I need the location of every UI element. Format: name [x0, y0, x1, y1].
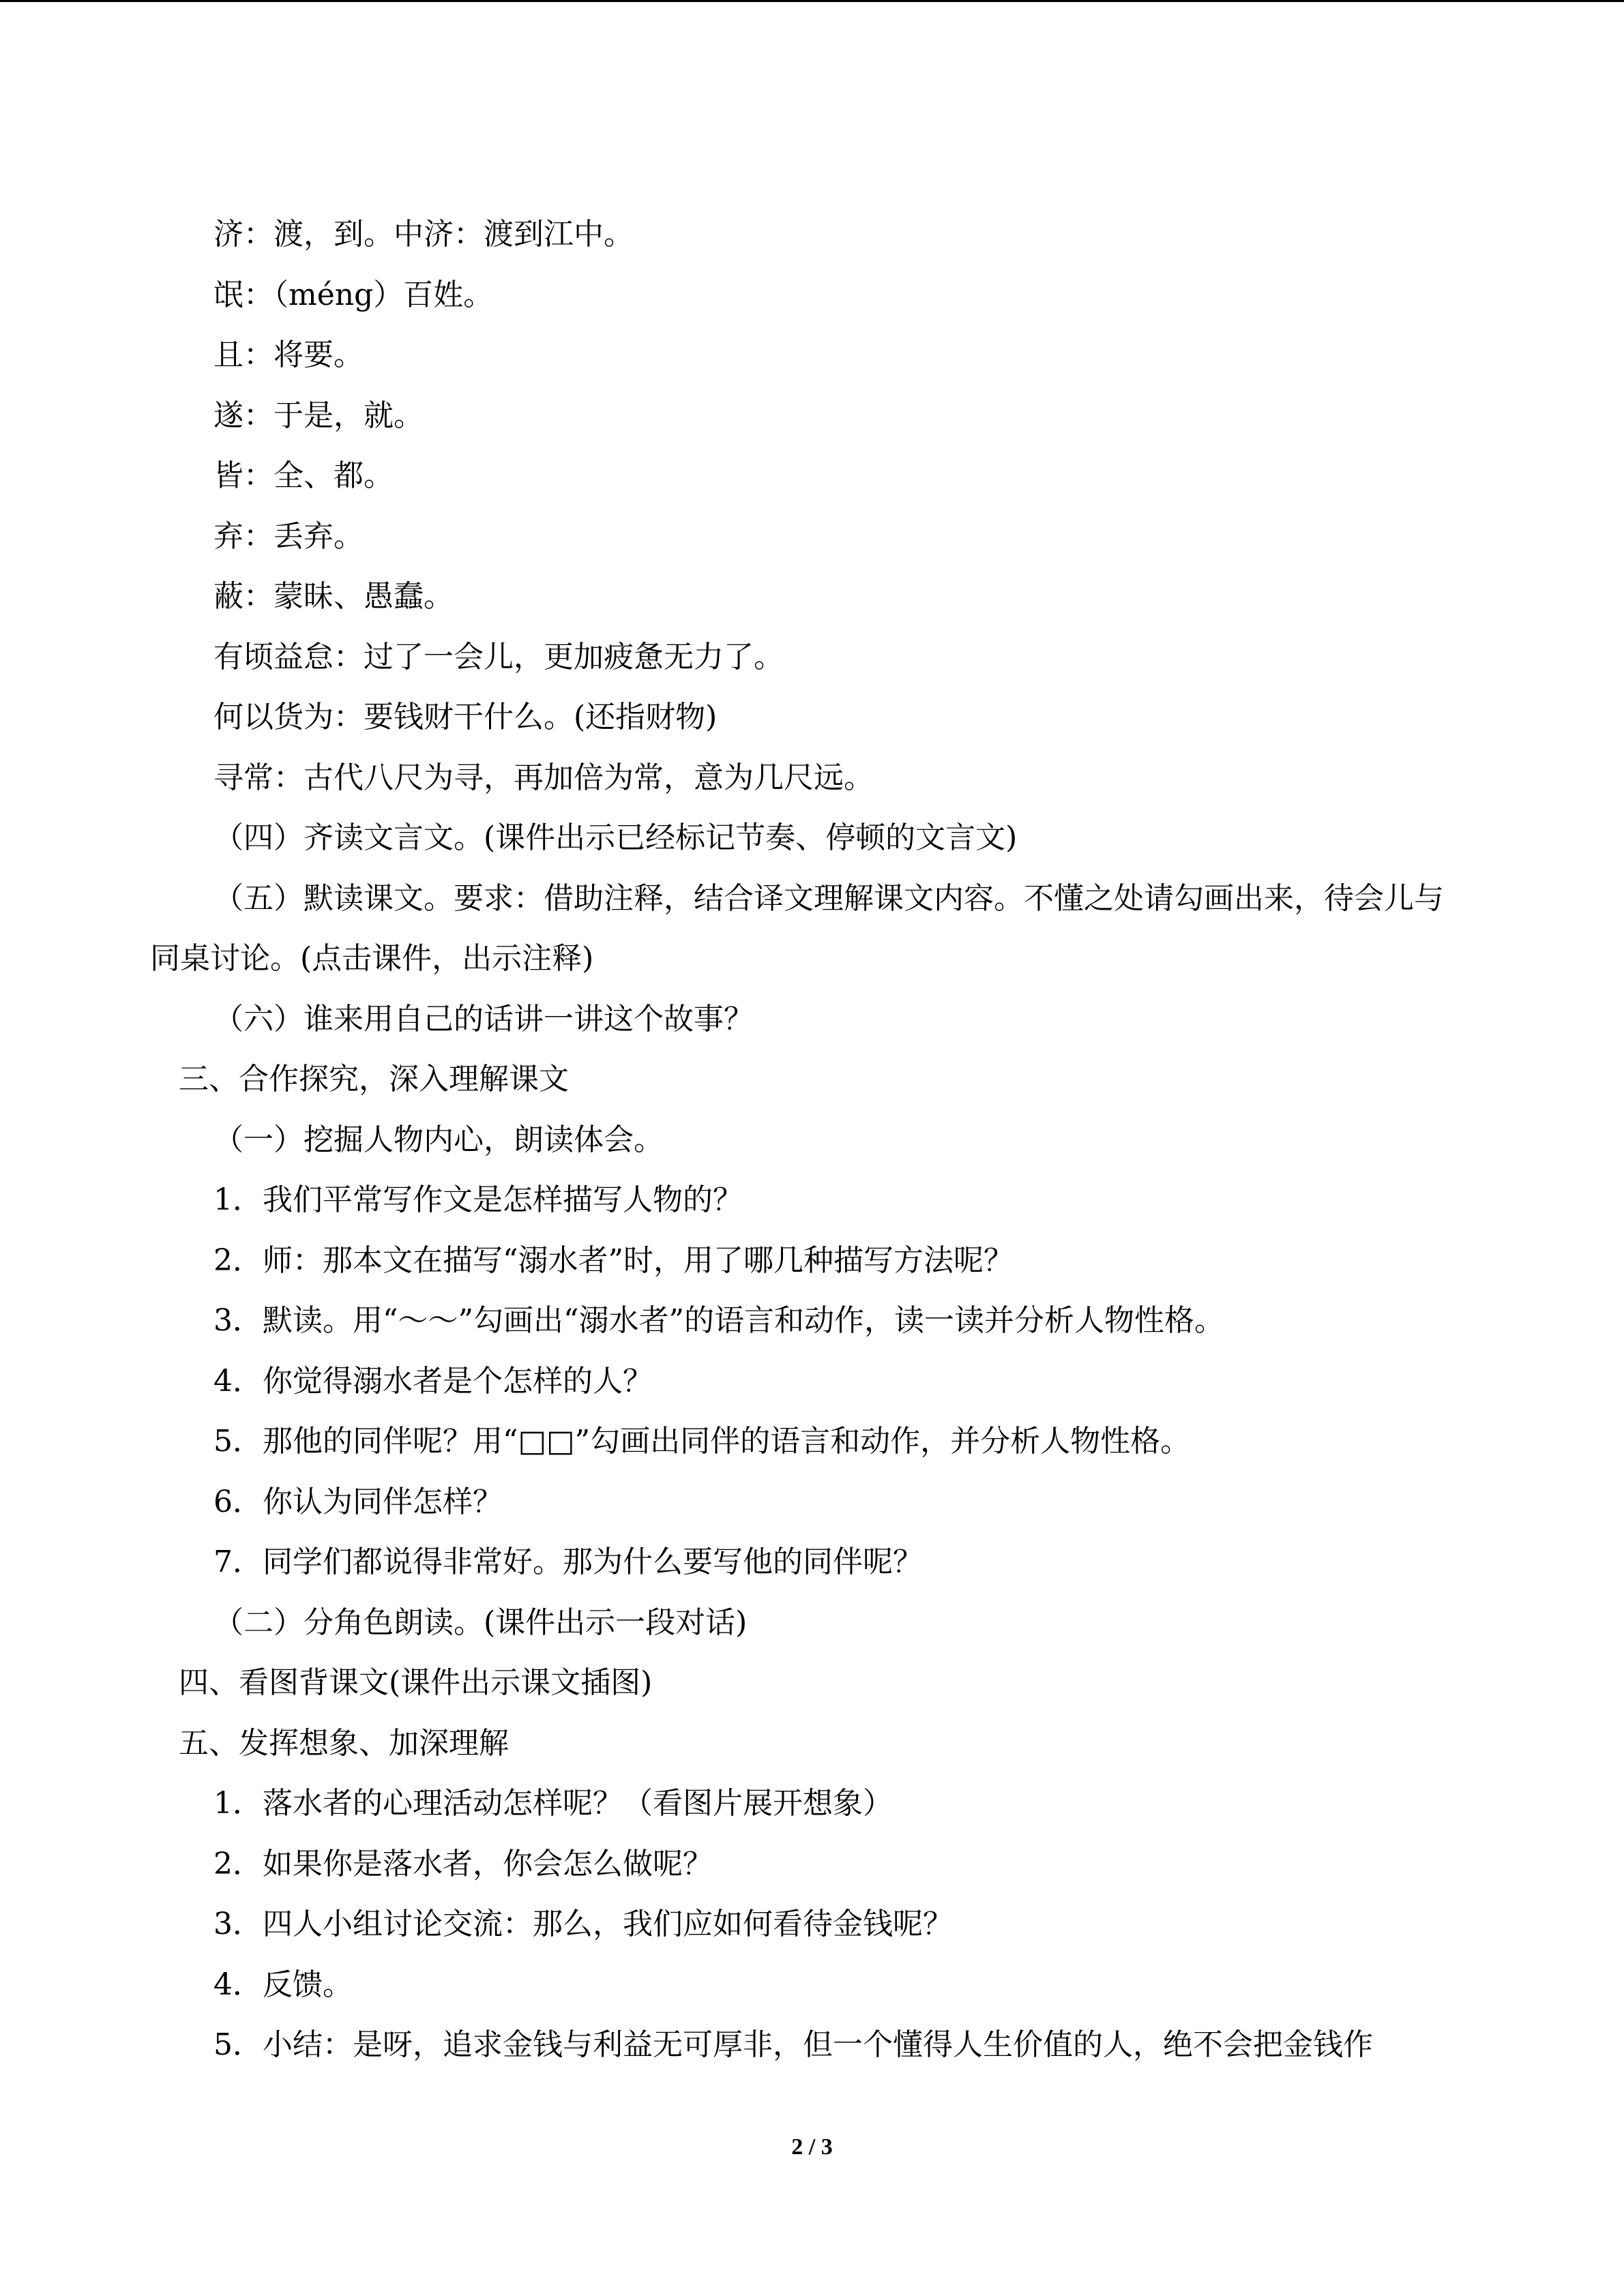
list-item: 3．四人小组讨论交流：那么，我们应如何看待金钱呢？	[213, 1907, 953, 1941]
list-item: 5．那他的同伴呢？用“□□”勾画出同伴的语言和动作，并分析人物性格。	[213, 1424, 1191, 1459]
list-item: 4．反馈。	[213, 1967, 353, 2002]
list-item: 2．如果你是落水者，你会怎么做呢？	[213, 1846, 713, 1881]
note-line: 皆：全、都。	[213, 458, 394, 493]
note-line: 遂：于是，就。	[213, 398, 424, 433]
note-line: 蔽：蒙昧、愚蠢。	[213, 579, 454, 614]
list-item: 4．你觉得溺水者是个怎样的人？	[213, 1363, 653, 1399]
note-line: 有顷益怠：过了一会儿，更加疲惫无力了。	[213, 639, 784, 674]
document-body	[150, 205, 1480, 2076]
subsection-heading: （一）挖掘人物内心，朗读体会。	[213, 1122, 664, 1157]
list-item: 1．落水者的心理活动怎样呢？（看图片展开想象）	[213, 1786, 893, 1821]
note-line: 何以货为：要钱财干什么。(还指财物)	[213, 700, 718, 734]
list-item: 5．小结：是呀，追求金钱与利益无可厚非，但一个懂得人生价值的人，绝不会把金钱作	[213, 2027, 1373, 2062]
section-heading: 三、合作探究，深入理解课文	[179, 1062, 569, 1097]
note-line: 氓：（méng）百姓。	[213, 277, 494, 312]
list-item: 1．我们平常写作文是怎样描写人物的？	[213, 1182, 743, 1217]
note-line: 且：将要。	[213, 338, 364, 372]
list-item: 3．默读。用“～～”勾画出“溺水者”的语言和动作，读一读并分析人物性格。	[213, 1303, 1224, 1338]
note-line: 济：渡，到。中济：渡到江中。	[213, 217, 634, 252]
section-heading: 五、发挥想象、加深理解	[179, 1725, 509, 1761]
step-six: （六）谁来用自己的话讲一讲这个故事？	[213, 1001, 754, 1037]
top-border-line	[0, 0, 1624, 2]
note-line: 弃：丢弃。	[213, 518, 364, 554]
page-number: 2 / 3	[791, 2134, 833, 2160]
note-line: 寻常：古代八尺为寻，再加倍为常，意为几尺远。	[213, 760, 874, 795]
list-item: 6．你认为同伴怎样？	[213, 1484, 503, 1519]
step-five: （五）默读课文。要求：借助注释，结合译文理解课文内容。不懂之处请勾画出来，待会儿与同桌讨论。(点击课件，出示注释)	[150, 880, 1444, 976]
subsection-heading: （二）分角色朗读。(课件出示一段对话)	[213, 1605, 748, 1640]
list-item: 2．师：那本文在描写“溺水者”时，用了哪几种描写方法呢？	[213, 1242, 1014, 1278]
section-heading: 四、看图背课文(课件出示课文插图)	[179, 1665, 653, 1700]
list-item: 7．同学们都说得非常好。那为什么要写他的同伴呢？	[213, 1545, 923, 1579]
step-four: （四）齐读文言文。(课件出示已经标记节奏、停顿的文言文)	[213, 820, 1018, 855]
